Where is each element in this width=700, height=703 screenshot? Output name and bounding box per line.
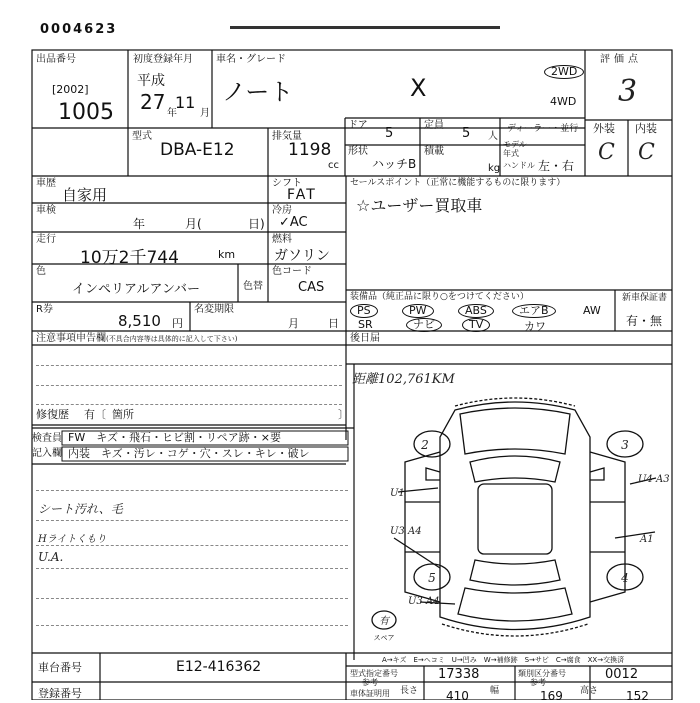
score-label: 評価点 — [600, 54, 642, 65]
first-reg-era: 平成 — [137, 73, 165, 89]
tire-mark-fl: 2 — [421, 438, 429, 452]
first-reg-year-unit: 年 — [167, 108, 177, 119]
notes-line — [36, 365, 342, 366]
handle-value: 左・右 — [538, 159, 575, 173]
score-value: 3 — [618, 74, 638, 109]
color-change-label: 色替 — [243, 281, 263, 292]
equip-leather: カワ — [524, 320, 546, 333]
inspection-year: 年 — [133, 217, 146, 231]
recycle-label: R券 — [36, 304, 53, 315]
lot-label: 出品番号 — [36, 54, 76, 65]
handle-label: ハンドル — [503, 161, 535, 170]
dealer-label: ディーラー・並行 — [507, 124, 579, 134]
capacity-label: 定員 — [424, 120, 444, 131]
inspector-line — [36, 598, 348, 599]
repair-history-unit: 箇所 — [112, 408, 134, 421]
load-label: 積載 — [424, 146, 444, 157]
drive-selected: 2WD — [544, 60, 584, 79]
designation-sub: 参考 — [362, 678, 378, 687]
color-code-value: CAS — [298, 280, 325, 295]
inspector-row2: 内装 キズ・汚レ・コゲ・穴・スレ・キレ・破レ — [68, 447, 310, 460]
dims-length-label: 長さ — [400, 686, 419, 696]
equip-aw: AW — [583, 304, 601, 317]
category-label: 車歴 — [36, 178, 56, 189]
interior-value: C — [638, 140, 655, 165]
fuel-label: 燃料 — [272, 234, 292, 245]
dims-width: 169 — [540, 689, 563, 703]
inspector-hand1: シート汚れ、毛 — [38, 502, 123, 516]
repair-history-end: 〕 — [338, 408, 349, 421]
equip-sr: SR — [358, 318, 373, 331]
inspector-line — [36, 490, 348, 491]
class-no-sub: 参考 — [530, 678, 546, 687]
shape-value: ハッチB — [372, 157, 417, 171]
class-no-label: 類別区分番号 — [518, 669, 566, 678]
color-value: インペリアルアンバー — [72, 282, 201, 297]
displacement-unit: cc — [328, 160, 339, 171]
first-reg-month: 11 — [175, 93, 196, 112]
inspection-month: 月( — [185, 217, 202, 231]
designation-label: 型式指定番号 — [350, 669, 398, 678]
damage-note-a1: A1 — [640, 534, 654, 545]
model-year-label2: 年式 — [503, 149, 519, 158]
inspector-hand3: U.A. — [38, 550, 64, 564]
damage-note-u3a4-left: U3 A4 — [390, 526, 422, 537]
equipment-label: 装備品（純正品に限り○をつけてください） — [350, 292, 529, 302]
fuel-value: ガソリン — [274, 248, 330, 264]
model-value: DBA-E12 — [160, 140, 235, 160]
exterior-value: C — [598, 140, 615, 165]
category-value: 自家用 — [62, 186, 108, 204]
after-entry-handwritten: 距離102,761KM — [352, 372, 455, 387]
inspector-label2: 記入欄 — [32, 448, 62, 459]
inspector-hand2: Hライトくもり — [38, 534, 107, 545]
notes-line — [36, 404, 342, 405]
first-reg-month-unit: 月 — [200, 108, 210, 119]
warranty-label: 新車保証書 — [622, 293, 668, 303]
equip-navi: ナビ — [406, 318, 442, 332]
recycle-value: 8,510 — [118, 312, 161, 330]
first-reg-label: 初度登録年月 — [133, 54, 193, 65]
class-no-value: 0012 — [605, 667, 639, 682]
mileage-label: 走行 — [36, 234, 56, 245]
damage-legend: A→キズ E→ヘコミ U→凹み W→補修跡 S→サビ C→腐食 XX→交換済 — [382, 656, 625, 664]
inspector-line — [36, 545, 348, 546]
mileage-unit: km — [218, 248, 236, 261]
dims-height: 152 — [626, 689, 649, 703]
equip-ps: PS — [350, 304, 378, 318]
tire-mark-fr: 3 — [621, 438, 629, 452]
doors-label: ドア — [348, 120, 368, 131]
warranty-value: 有・無 — [626, 314, 663, 328]
spare-label: スペア — [373, 634, 395, 642]
doors-value: 5 — [385, 126, 394, 141]
shift-label: シフト — [272, 178, 302, 189]
notes-sub: (不具合内容等は具体的に記入して下さい) — [106, 335, 238, 343]
inspector-row1: FW キズ・飛石・ヒビ割・リペア跡・×要 — [68, 431, 281, 444]
header-number: 0004623 — [40, 22, 118, 37]
capacity-value: 5 — [462, 126, 471, 141]
exterior-label: 外装 — [593, 122, 615, 135]
dims-height-label: 高さ — [580, 686, 599, 696]
lot-number: 1005 — [58, 100, 114, 125]
dims-length: 410 — [446, 689, 469, 703]
repair-history-label: 修復歴 — [36, 408, 69, 421]
inspector-line — [36, 568, 348, 569]
after-entry-label: 後日届 — [350, 333, 380, 344]
tire-mark-rr: 4 — [621, 571, 629, 585]
lot-year: [2002] — [52, 83, 89, 96]
capacity-unit: 人 — [488, 131, 498, 142]
dims-label: 車体証明用 — [350, 689, 390, 698]
notes-line — [36, 385, 342, 386]
inspector-line — [36, 625, 348, 626]
damage-note-u1: U1 — [390, 488, 405, 499]
inspector-line — [36, 520, 348, 521]
inspection-day: 日) — [248, 217, 265, 231]
equip-tv: TV — [462, 318, 490, 332]
displacement-value: 1198 — [288, 140, 332, 160]
inspector-label1: 検査員 — [32, 433, 62, 444]
car-damage-diagram — [360, 392, 670, 650]
car-name-value: ノート — [222, 78, 294, 106]
repair-history-value: 有〔 — [84, 408, 106, 421]
equip-abs: ABS — [458, 304, 494, 318]
drive-other: 4WD — [550, 95, 577, 108]
shape-label: 形状 — [348, 146, 368, 157]
load-unit: kg — [488, 163, 501, 174]
aircon-value: ✓AC — [279, 215, 308, 230]
damage-note-u4a3: U4 A3 — [638, 474, 670, 485]
deadline-day: 日 — [328, 317, 339, 330]
model-label: 型式 — [132, 131, 152, 142]
designation-value: 17338 — [438, 667, 480, 682]
car-name-label: 車名・グレード — [216, 54, 286, 65]
model-year-label1: モデル — [503, 140, 527, 149]
reg-no-label: 登録番号 — [38, 687, 82, 700]
sales-point-text: ☆ユーザー買取車 — [356, 196, 483, 215]
recycle-unit: 円 — [172, 317, 183, 330]
vin-label: 車台番号 — [38, 661, 82, 674]
first-reg-year: 27 — [140, 90, 166, 114]
shift-value: FAT — [287, 187, 317, 203]
color-label: 色 — [36, 266, 46, 277]
color-code-label: 色コード — [272, 266, 312, 277]
aircon-label: 冷房 — [272, 205, 292, 216]
mileage-value: 10万2千744 — [80, 248, 179, 268]
displacement-label: 排気量 — [272, 131, 302, 142]
tire-mark-rl: 5 — [428, 571, 436, 585]
sales-point-label: セールスポイント（正常に機能するものに限ります） — [350, 178, 566, 188]
car-grade-value: X — [410, 74, 427, 102]
damage-note-u3a4-rear: U3 A4 — [408, 596, 440, 607]
notes-label: 注意事項申告欄 — [36, 333, 106, 344]
vin-value: E12-416362 — [176, 659, 262, 675]
interior-label: 内装 — [635, 122, 657, 135]
equip-airbag: エアB — [512, 304, 556, 318]
spare-mark: 有 — [379, 616, 389, 627]
equip-pw: PW — [402, 304, 434, 318]
inspection-label: 車検 — [36, 205, 56, 216]
deadline-label: 名変期限 — [194, 304, 234, 315]
dims-width-label: 幅 — [490, 686, 500, 696]
deadline-month: 月 — [288, 317, 299, 330]
